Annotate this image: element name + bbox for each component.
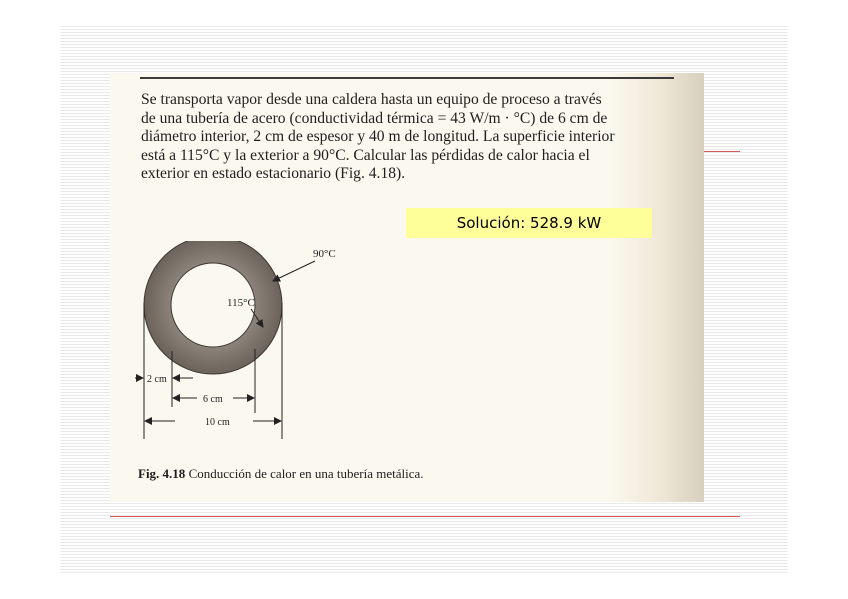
outer-temp-label: 90°C	[313, 248, 336, 260]
scanned-page	[110, 73, 704, 502]
problem-line: está a 115°C y la exterior a 90°C. Calcular las pérdidas de calor hacia el	[141, 146, 590, 164]
accent-line-top	[702, 151, 740, 152]
top-rule	[140, 77, 674, 79]
solution-box: Solución: 528.9 kW	[406, 208, 652, 238]
inner-diameter-label: 6 cm	[203, 394, 223, 405]
problem-line: Se transporta vapor desde una caldera hasta un equipo de proceso a través	[141, 91, 602, 108]
inner-temp-label: 115°C	[227, 297, 255, 309]
pipe-diagram	[135, 241, 355, 451]
outer-temp-arrow	[273, 261, 315, 281]
caption-text: Conducción de calor en una tubería metálica.	[188, 466, 424, 481]
problem-line: exterior en estado estacionario (Fig. 4.18).	[141, 165, 406, 183]
accent-line-bottom	[110, 516, 740, 517]
problem-line: de una tubería de acero (conductividad térmica = 43 W/m · °C) de 6 cm de	[141, 109, 608, 127]
problem-line: diámetro interior, 2 cm de espesor y 40 m de longitud. La superficie interior	[141, 128, 615, 146]
thickness-label: 2 cm	[147, 374, 167, 385]
problem-statement	[141, 91, 669, 184]
figure-caption	[138, 466, 424, 482]
caption-number: Fig. 4.18	[138, 466, 186, 481]
outer-diameter-label: 10 cm	[205, 417, 230, 428]
